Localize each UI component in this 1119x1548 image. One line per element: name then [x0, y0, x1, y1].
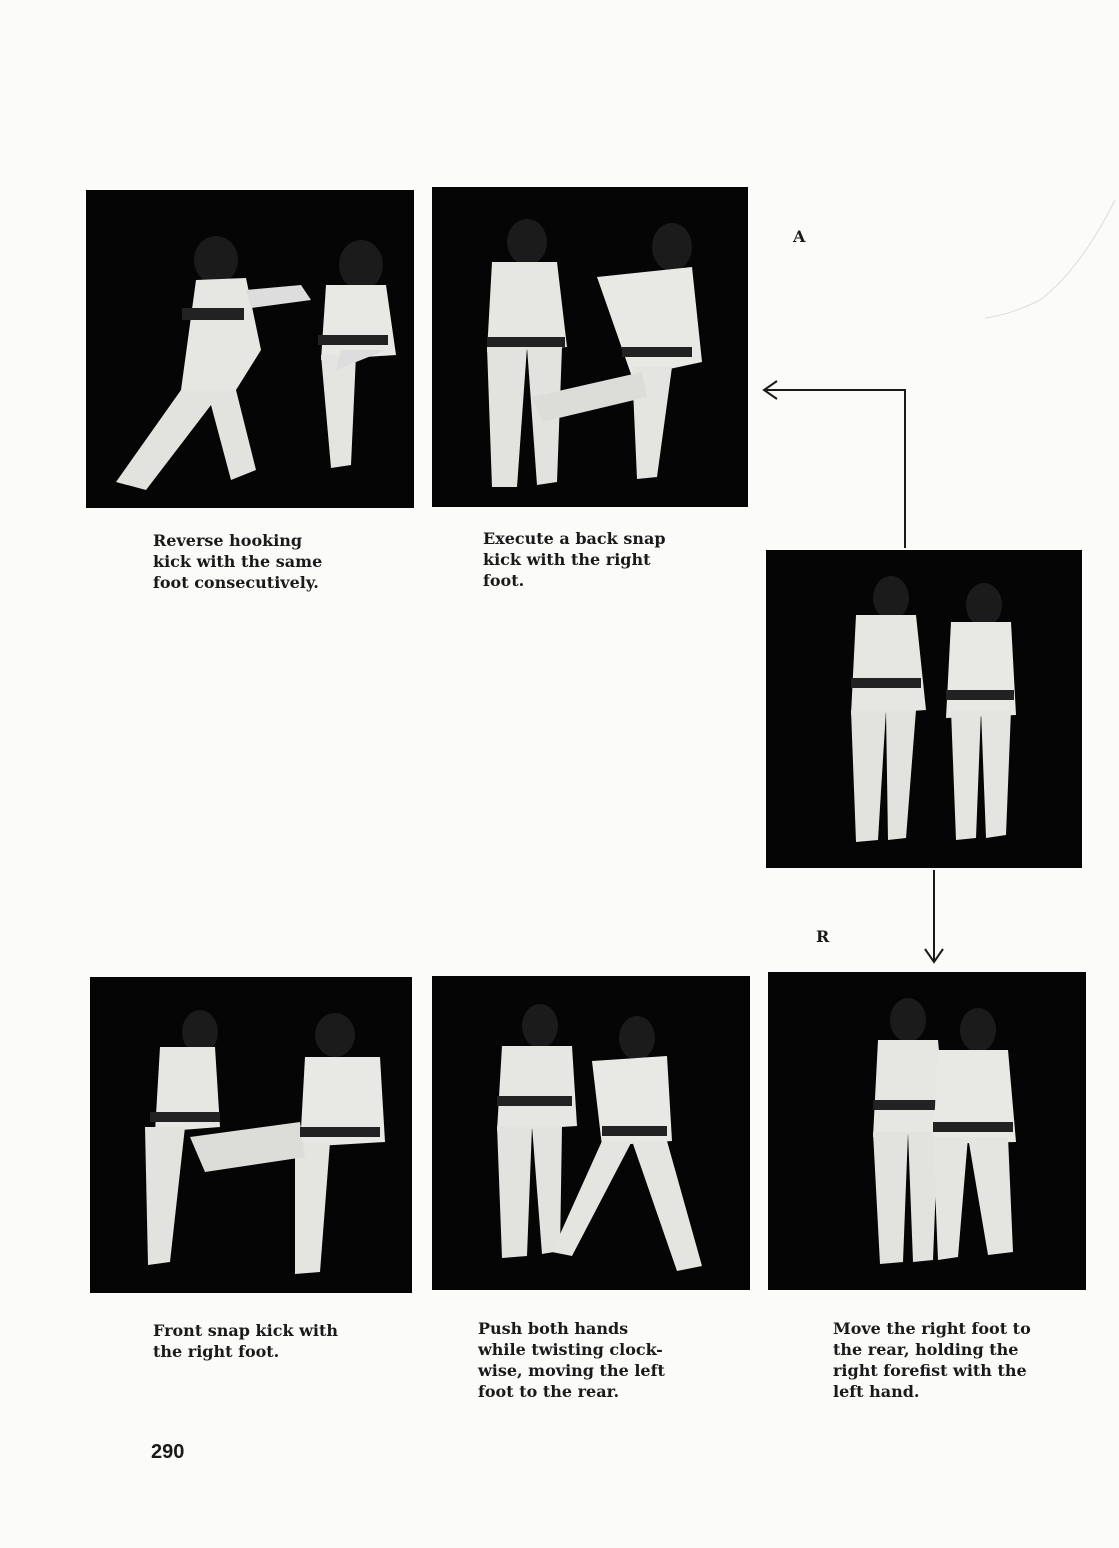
photo-figures: [766, 550, 1082, 868]
photo-reverse-hooking-kick: [86, 190, 414, 508]
photo-back-snap-kick: [432, 187, 748, 507]
marker-r: R: [816, 927, 830, 946]
photo-figures: [86, 190, 414, 508]
photo-ready-stance: [766, 550, 1082, 868]
arrow-to-back-snap-head: [764, 381, 777, 399]
photo-figures: [432, 187, 748, 507]
photo-figures: [432, 976, 750, 1290]
photo-figures: [90, 977, 412, 1293]
caption-back-snap-kick: Execute a back snap kick with the right foot.: [483, 529, 666, 590]
photo-push-both-hands: [432, 976, 750, 1290]
caption-push-both-hands: Push both hands while twisting clock- wise, moving the left foot to the rear.: [478, 1319, 665, 1401]
caption-move-right-foot: Move the right foot to the rear, holding the right forefist with the left hand.: [833, 1319, 1031, 1401]
photo-front-snap-kick: [90, 977, 412, 1293]
page-pencil-mark: [985, 200, 1115, 318]
photo-move-right-foot: [768, 972, 1086, 1290]
arrow-to-move-right-foot-head: [925, 949, 943, 962]
page-number: 290: [151, 1441, 185, 1463]
photo-figures: [768, 972, 1086, 1290]
caption-front-snap-kick: Front snap kick with the right foot.: [153, 1321, 338, 1361]
caption-reverse-hooking-kick: Reverse hooking kick with the same foot consecutively.: [153, 531, 323, 592]
marker-a: A: [793, 227, 806, 246]
arrow-to-back-snap: [764, 390, 905, 548]
